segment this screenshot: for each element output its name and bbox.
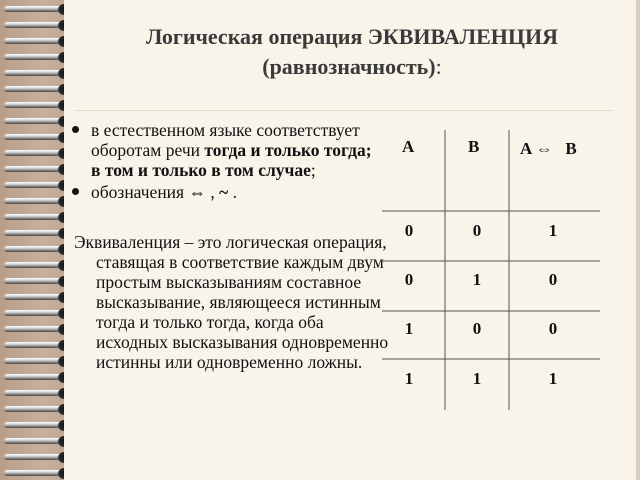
binding-ring: [4, 324, 70, 335]
binding-ring: [4, 276, 70, 287]
bullet-2-text: обозначения: [91, 182, 189, 202]
binding-ring: [4, 164, 70, 175]
truth-table-cell: 0: [548, 270, 558, 289]
ring-wire: [4, 454, 64, 460]
binding-ring: [4, 292, 70, 303]
truth-table-cell: 1: [404, 369, 414, 388]
ring-wire: [4, 390, 64, 396]
binding-ring: [4, 212, 70, 223]
ring-wire: [4, 38, 64, 44]
truth-table-cell: 0: [548, 319, 558, 338]
binding-ring: [4, 436, 70, 447]
truth-table-cell: 0: [404, 270, 414, 289]
binding-ring: [4, 388, 70, 399]
truth-table-cell: 1: [548, 369, 558, 388]
equivalence-symbol-icon: ⇔: [535, 139, 553, 158]
ring-wire: [4, 166, 64, 172]
ring-wire: [4, 342, 64, 348]
binding-ring: [4, 20, 70, 31]
binding-ring: [4, 308, 70, 319]
ring-wire: [4, 294, 64, 300]
header-result: [520, 139, 577, 159]
bullet-1-text: в естественном языке соответствует оборотам речи: [91, 120, 360, 160]
header-a: A: [402, 137, 415, 156]
ring-wire: [4, 278, 64, 284]
ring-wire: [4, 102, 64, 108]
bullet-1-bold-text: тогда и только тогда; в том и только в том случае: [91, 140, 372, 180]
binding-ring: [4, 452, 70, 463]
ring-wire: [4, 214, 64, 220]
ring-wire: [4, 326, 64, 332]
truth-table-cell: 0: [404, 221, 414, 240]
ring-wire: [4, 118, 64, 124]
ring-wire: [4, 358, 64, 364]
slide-page: [64, 0, 640, 480]
binding-ring: [4, 196, 70, 207]
truth-table-cell: 1: [472, 369, 482, 388]
ring-wire: [4, 470, 64, 476]
truth-table-cell: 1: [548, 221, 558, 240]
ring-wire: [4, 406, 64, 412]
ring-wire: [4, 374, 64, 380]
ring-wire: [4, 262, 64, 268]
definition-paragraph: Эквиваленция – это логическая операция, ставящая в соответствие каждым двум простым высказываниям составное высказывание, являющееся истинным тогда и только тогда, когда оба исходных высказывания одновременно истинны или одновременно ложны.: [74, 232, 389, 372]
title-subtitle: (равнозначность): [262, 54, 436, 79]
binding-ring: [4, 340, 70, 351]
binding-ring: [4, 36, 70, 47]
ring-wire: [4, 182, 64, 188]
binding-ring: [4, 420, 70, 431]
ring-wire: [4, 150, 64, 156]
title-line-1: Логическая операция ЭКВИВАЛЕНЦИЯ: [145, 24, 559, 49]
ring-wire: [4, 246, 64, 252]
ring-wire: [4, 310, 64, 316]
bullet-2-suffix: .: [228, 182, 237, 202]
binding-ring: [4, 244, 70, 255]
binding-ring: [4, 372, 70, 383]
binding-ring: [4, 356, 70, 367]
ring-wire: [4, 54, 64, 60]
tilde-symbol-icon: ~: [219, 182, 229, 202]
truth-table-cell: 0: [472, 221, 482, 240]
binding-ring: [4, 68, 70, 79]
header-result-a: A: [520, 139, 532, 158]
ring-wire: [4, 134, 64, 140]
header-result-b: B: [565, 139, 577, 158]
ring-wire: [4, 22, 64, 28]
binding-ring: [4, 84, 70, 95]
ring-wire: [4, 70, 64, 76]
binding-ring: [4, 4, 70, 15]
bullet-1-suffix: ;: [310, 160, 316, 180]
bullet-2-separator: ,: [205, 182, 220, 202]
binding-ring: [4, 180, 70, 191]
truth-table-cell: 1: [404, 319, 414, 338]
ring-wire: [4, 198, 64, 204]
ring-wire: [4, 230, 64, 236]
ring-wire: [4, 6, 64, 12]
ring-wire: [4, 86, 64, 92]
binding-ring: [4, 404, 70, 415]
binding-ring: [4, 132, 70, 143]
binding-ring: [4, 228, 70, 239]
truth-table: [64, 0, 640, 480]
ring-wire: [4, 422, 64, 428]
truth-table-cell: 1: [472, 270, 482, 289]
binding-ring: [4, 468, 70, 479]
binding-ring: [4, 52, 70, 63]
binding-ring: [4, 100, 70, 111]
spiral-binding: [0, 0, 70, 480]
binding-ring: [4, 260, 70, 271]
header-b: B: [468, 137, 480, 156]
truth-table-cell: 0: [472, 319, 482, 338]
title-colon: :: [435, 54, 442, 79]
binding-ring: [4, 116, 70, 127]
equivalence-symbol-icon: ⇔: [188, 182, 206, 202]
binding-ring: [4, 148, 70, 159]
ring-wire: [4, 438, 64, 444]
